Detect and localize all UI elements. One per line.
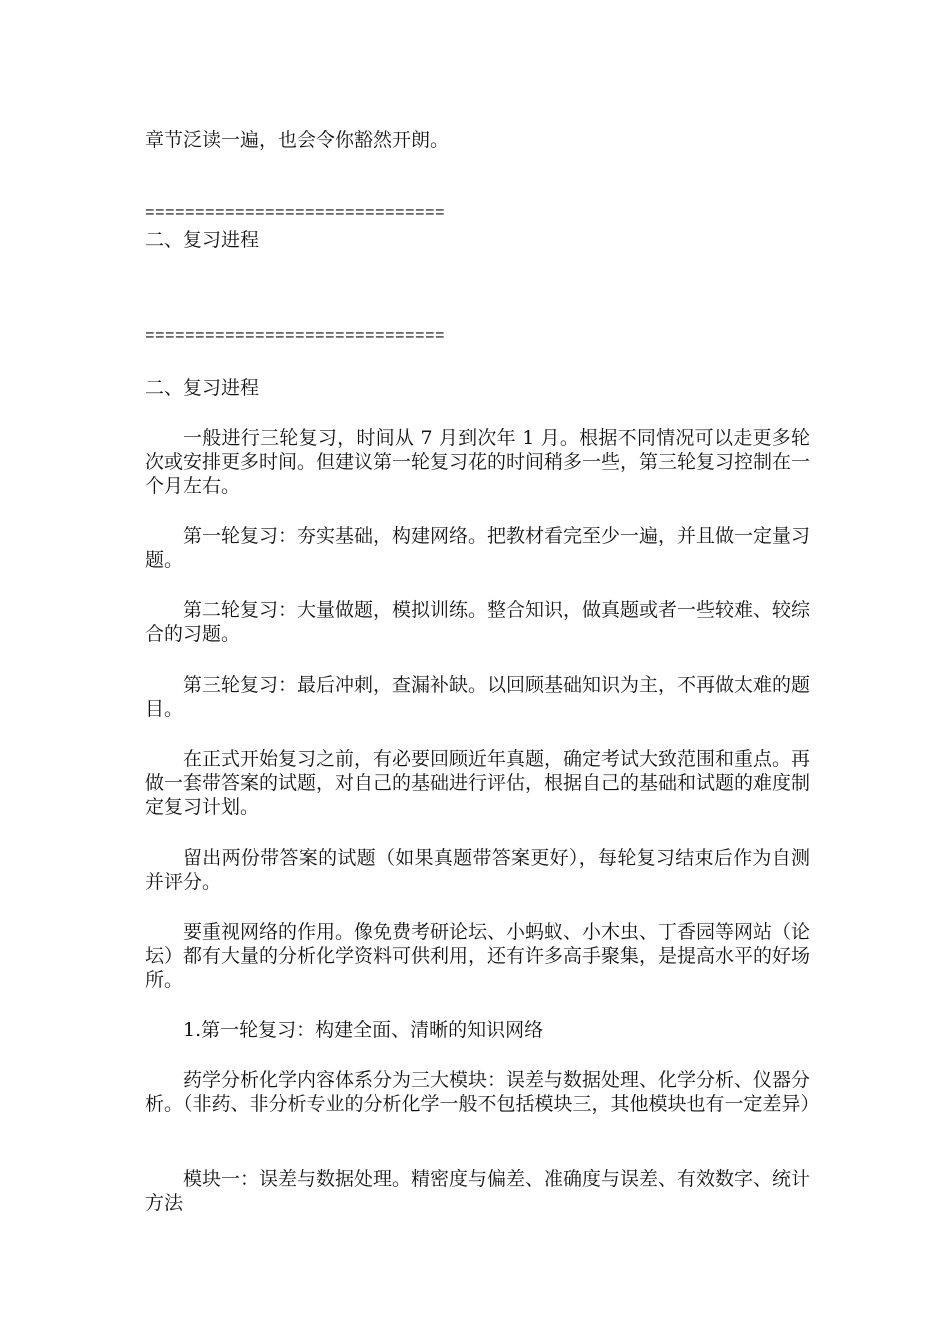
subsection-heading: 1.第一轮复习：构建全面、清晰的知识网络 <box>183 1019 544 1041</box>
section-heading: 二、复习进程 <box>145 377 260 399</box>
paragraph: 留出两份带答案的试题（如果真题带答案更好），每轮复习结束后作为自测并评分。 <box>145 847 810 893</box>
paragraph: 第二轮复习：大量做题，模拟训练。整合知识，做真题或者一些较难、较综合的习题。 <box>145 599 811 645</box>
paragraph: 第三轮复习：最后冲刺，查漏补缺。以回顾基础知识为主，不再做太难的题目。 <box>145 674 811 720</box>
continuation-line: 章节泛读一遍，也会令你豁然开朗。 <box>145 129 450 151</box>
paragraph: 在正式开始复习之前，有必要回顾近年真题，确定考试大致范围和重点。再做一套带答案的试题，对自己的基础进行评估，根据自己的基础和试题的难度制定复习计划。 <box>145 748 811 818</box>
paragraph: 第一轮复习：夯实基础，构建网络。把教材看完至少一遍，并且做一定量习题。 <box>145 525 811 571</box>
separator-line: ============================== <box>145 327 446 345</box>
paragraph: 模块一：误差与数据处理。精密度与偏差、准确度与误差、有效数字、统计方法 <box>145 1168 811 1214</box>
paragraph: 一般进行三轮复习，时间从 7 月到次年 1 月。根据不同情况可以走更多轮次或安排更多时间。但建议第一轮复习花的时间稍多一些，第三轮复习控制在一个月左右。 <box>145 427 811 497</box>
section-heading: 二、复习进程 <box>145 229 260 251</box>
separator-line: ============================== <box>145 204 446 222</box>
paragraph: 药学分析化学内容体系分为三大模块：误差与数据处理、化学分析、仪器分析。（非药、非分析专业的分析化学一般不包括模块三，其他模块也有一定差异） <box>145 1069 820 1115</box>
paragraph: 要重视网络的作用。像免费考研论坛、小蚂蚁、小木虫、丁香园等网站（论坛）都有大量的分析化学资料可供利用，还有许多高手聚集，是提高水平的好场所。 <box>145 921 811 991</box>
